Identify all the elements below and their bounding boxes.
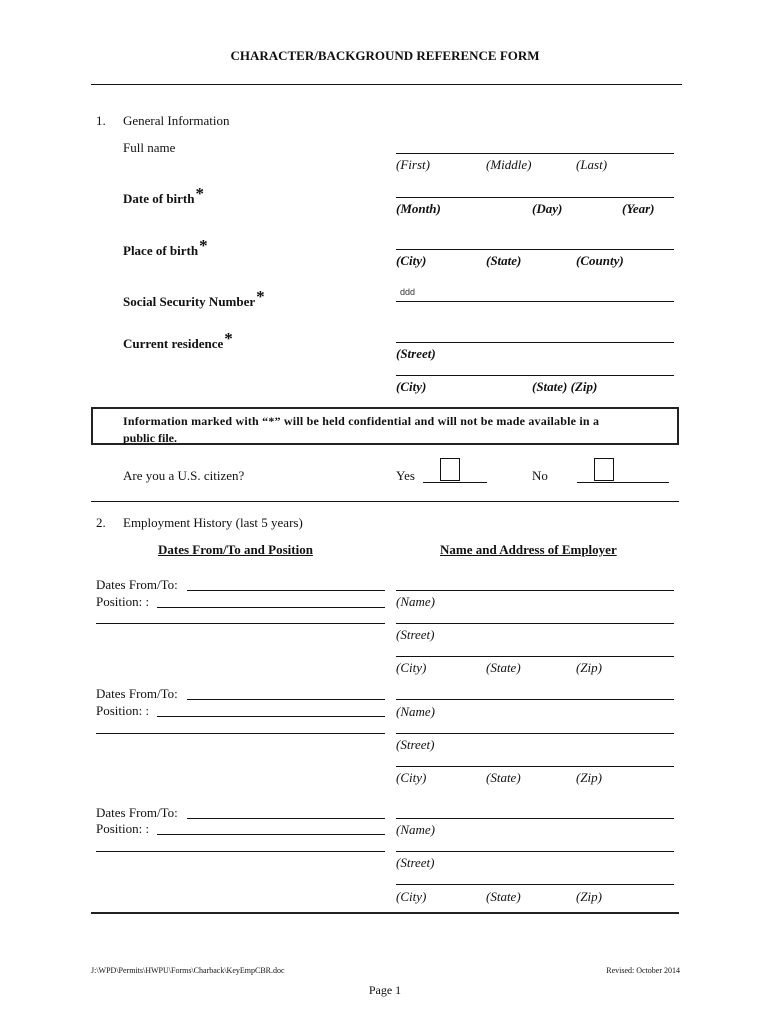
pob-city-caption: (City) <box>396 253 427 268</box>
entry2-street-caption: (Street) <box>396 737 435 752</box>
year-caption: (Year) <box>622 201 655 216</box>
entry2-position-field[interactable] <box>157 716 385 717</box>
entry3-position-field[interactable] <box>157 834 385 835</box>
pob-label-text: Place of birth <box>123 243 199 258</box>
entry1-name-field[interactable] <box>396 590 674 591</box>
entry3-state-caption: (State) <box>486 889 521 904</box>
entry1-state-caption: (State) <box>486 660 521 675</box>
citizen-yes-line <box>423 482 487 483</box>
entry3-zip-caption: (Zip) <box>576 889 602 904</box>
section1-heading: General Information <box>123 113 230 128</box>
page-number: Page 1 <box>368 983 402 997</box>
ssn-label <box>123 287 265 311</box>
pob-state-caption: (State) <box>486 253 522 268</box>
entry3-extra-line[interactable] <box>96 851 385 852</box>
month-caption: (Month) <box>396 201 441 216</box>
entry3-name-field[interactable] <box>396 818 674 819</box>
residence-label <box>123 329 233 353</box>
entry2-dates-field[interactable] <box>187 699 385 700</box>
section2-heading: Employment History (last 5 years) <box>123 515 303 530</box>
dates-position-column-header: Dates From/To and Position <box>158 542 313 557</box>
dob-label <box>123 184 204 208</box>
confidential-notice-line1: Information marked with “*” will be held confidential and will not be made available in a <box>123 414 600 428</box>
residence-city-field[interactable] <box>396 375 674 376</box>
pob-asterisk: * <box>199 236 208 255</box>
entry2-position-label: Position: : <box>96 703 150 718</box>
citizen-no-line <box>577 482 669 483</box>
entry1-position-field[interactable] <box>157 607 385 608</box>
employer-column-header: Name and Address of Employer <box>440 542 617 557</box>
entry3-dates-field[interactable] <box>187 818 385 819</box>
form-title: CHARACTER/BACKGROUND REFERENCE FORM <box>230 48 540 63</box>
residence-asterisk: * <box>224 329 233 348</box>
section1-divider <box>91 501 679 502</box>
entry3-position-label: Position: : <box>96 821 150 836</box>
dob-asterisk: * <box>195 184 204 203</box>
entry2-city-caption: (City) <box>396 770 427 785</box>
entry3-city-field[interactable] <box>396 884 674 885</box>
residence-label-text: Current residence <box>123 336 224 351</box>
entry1-street-caption: (Street) <box>396 627 435 642</box>
residence-street-field[interactable] <box>396 342 674 343</box>
first-name-caption: (First) <box>396 157 430 172</box>
residence-street-caption: (Street) <box>396 346 436 361</box>
pob-field[interactable] <box>396 249 674 250</box>
entry2-city-field[interactable] <box>396 766 674 767</box>
entry3-street-field[interactable] <box>396 851 674 852</box>
ssn-label-text: Social Security Number <box>123 294 256 309</box>
entry1-position-label: Position: : <box>96 594 150 609</box>
entry3-dates-label: Dates From/To: <box>96 805 178 820</box>
day-caption: (Day) <box>532 201 563 216</box>
entry2-state-caption: (State) <box>486 770 521 785</box>
residence-city-caption: (City) <box>396 379 427 394</box>
entry1-name-caption: (Name) <box>396 594 435 609</box>
dob-label-text: Date of birth <box>123 191 195 206</box>
entry2-street-field[interactable] <box>396 733 674 734</box>
entry1-dates-label: Dates From/To: <box>96 577 178 592</box>
entry2-zip-caption: (Zip) <box>576 770 602 785</box>
section2-divider <box>91 912 679 914</box>
entry1-city-caption: (City) <box>396 660 427 675</box>
entry1-street-field[interactable] <box>396 623 674 624</box>
ssn-asterisk: * <box>256 287 265 306</box>
dob-field[interactable] <box>396 197 674 198</box>
citizen-question: Are you a U.S. citizen? <box>123 468 245 483</box>
entry3-city-caption: (City) <box>396 889 427 904</box>
pob-county-caption: (County) <box>576 253 624 268</box>
citizen-yes-label: Yes <box>396 468 415 483</box>
entry2-dates-label: Dates From/To: <box>96 686 178 701</box>
entry2-extra-line[interactable] <box>96 733 385 734</box>
section2-number: 2. <box>96 515 106 530</box>
ssn-input-value[interactable]: ddd <box>400 287 416 297</box>
ssn-field[interactable] <box>396 301 674 302</box>
section1-number: 1. <box>96 113 106 128</box>
entry1-zip-caption: (Zip) <box>576 660 602 675</box>
entry2-name-caption: (Name) <box>396 704 435 719</box>
entry3-name-caption: (Name) <box>396 822 435 837</box>
title-divider <box>91 84 682 85</box>
confidential-notice-line2: public file. <box>123 431 178 445</box>
footer-file-path: J:\WPD\Permits\HWPU\Forms\Charback\KeyEmpCBR.doc <box>91 966 285 975</box>
residence-state-zip-caption: (State) (Zip) <box>532 379 598 394</box>
entry1-extra-line[interactable] <box>96 623 385 624</box>
pob-label <box>123 236 208 260</box>
entry1-dates-field[interactable] <box>187 590 385 591</box>
citizen-no-checkbox[interactable] <box>594 458 614 481</box>
citizen-yes-checkbox[interactable] <box>440 458 460 481</box>
entry2-name-field[interactable] <box>396 699 674 700</box>
citizen-no-label: No <box>532 468 548 483</box>
entry3-street-caption: (Street) <box>396 855 435 870</box>
last-name-caption: (Last) <box>576 157 608 172</box>
entry1-city-field[interactable] <box>396 656 674 657</box>
full-name-field[interactable] <box>396 153 674 154</box>
footer-revised: Revised: October 2014 <box>606 966 680 975</box>
middle-name-caption: (Middle) <box>486 157 532 172</box>
full-name-label: Full name <box>123 140 176 155</box>
